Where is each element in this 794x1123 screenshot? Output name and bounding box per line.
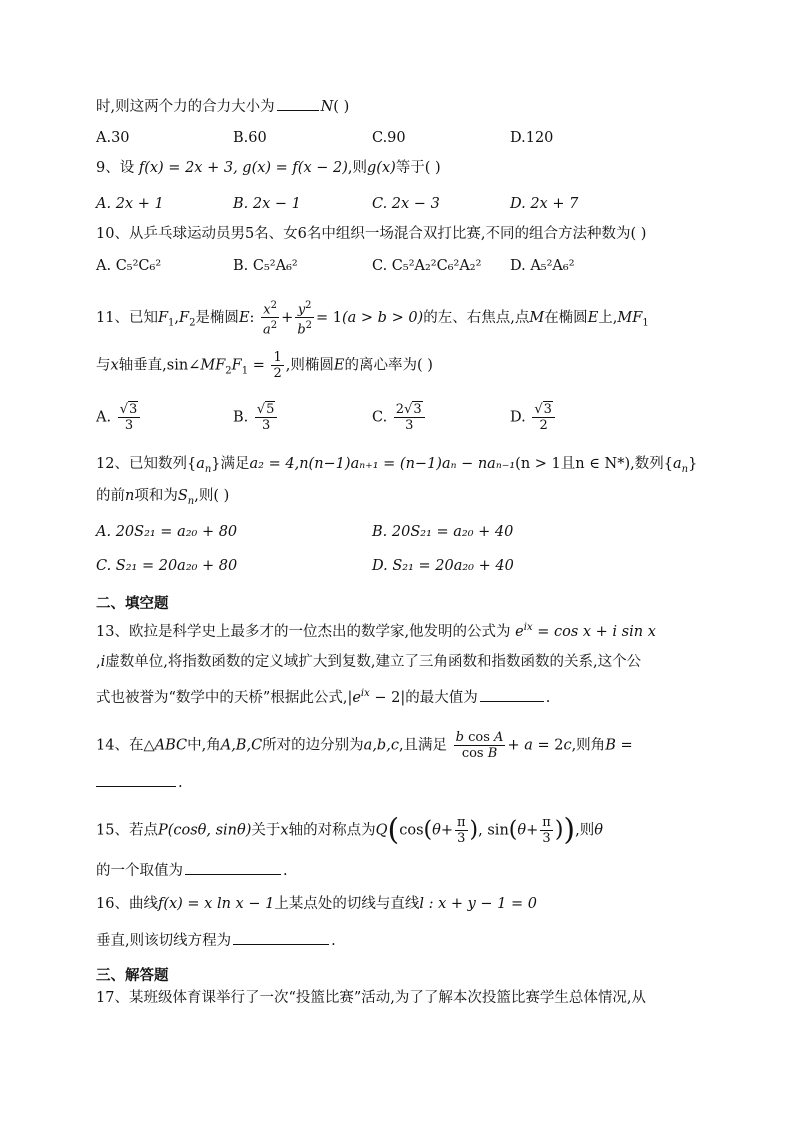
q11-option-b-label: B.	[233, 409, 249, 426]
q15-text-2: 关于	[251, 822, 281, 839]
q12-text-1: 满足	[220, 456, 250, 472]
q8-option-a: A.30	[96, 130, 130, 146]
q14-text-4: ,且满足	[398, 737, 448, 754]
q16-text-1: 16、曲线	[96, 896, 158, 912]
q11-text-8: 的离心率为( )	[344, 357, 433, 374]
q9-text-2: ,则	[347, 160, 367, 176]
q11-text-3: 在椭圆	[544, 309, 588, 326]
q9-math-2: g(x)	[367, 160, 396, 176]
q12-stem-line1: 12、已知数列$\{a_n\}$满足a₂ = 4,n(n−1)aₙ₊₁ = (n−1)aₙ − naₙ₋₁(n > 1且n ∈ N*),数列$\{a_n\}$	[96, 456, 698, 475]
q12-option-b: B. 20S₂₁ = a₂₀ + 40	[372, 524, 514, 540]
q13-line1: 13、欧拉是科学史上最多才的一位杰出的数学家,他发明的公式为 $e^{ix} = \cos x + i$ sin x	[96, 622, 656, 640]
q12-option-a: A. 20S₂₁ = a₂₀ + 80	[96, 524, 238, 540]
q9-text-1: 设	[119, 160, 135, 176]
q16-line-eq: l : x + y − 1 = 0	[419, 896, 537, 912]
q9-option-a: A. 2x + 1	[96, 196, 164, 212]
q11-text-5: 与	[96, 357, 111, 374]
q17-line1: 17、某班级体育课举行了一次“投篮比赛”活动,为了了解本次投篮比赛学生总体情况,从	[96, 990, 646, 1006]
q15-text-3: 轴的对称点为	[288, 822, 376, 839]
q13-formula: = cos x + i sin x	[537, 623, 656, 640]
q11-number: 11、已知	[96, 309, 158, 326]
q9-stem	[96, 158, 441, 178]
q11-stem-line2: 与x轴垂直$,\sin\angle MF_2F_1$ = $\frac{1}{2}$ ,则椭圆E的离心率为( )	[96, 350, 433, 381]
q15-answer-blank	[185, 860, 281, 875]
q15-text-1: 15、若点	[96, 822, 158, 839]
q11-text-4: 上,	[598, 309, 618, 326]
q11-text-7: ,则椭圆	[285, 357, 334, 374]
q12-recurrence: ,n(n−1)aₙ₊₁ = (n−1)aₙ − naₙ₋₁	[294, 456, 516, 472]
q14-text-1: 14、在	[96, 737, 144, 754]
q13-text-2: 虚数单位,将指数函数的定义域扩大到复数,建立了三角函数和指数函数的关系,这个公	[105, 654, 642, 670]
q11-frac-x: $\frac{x^2}{a^2}$	[263, 300, 278, 338]
q11-option-d: D. $\frac{√3}{2}$	[510, 402, 557, 433]
q14-frac: $\frac{\text{b cos A}}{\text{cos B}}$	[455, 730, 504, 761]
q10-option-a: A. C₅²C₆²	[96, 258, 162, 274]
q12-option-d: D. S₂₁ = 20a₂₀ + 40	[372, 558, 514, 574]
q11-text-1: 是椭圆	[195, 309, 239, 326]
q11-option-a: A. $\frac{√3}{3}$	[96, 402, 142, 433]
q13-text-1: 13、欧拉是科学史上最多才的一位杰出的数学家,他发明的公式为	[96, 623, 511, 640]
q11-option-b: B. $\frac{√5}{3}$	[233, 402, 279, 433]
q9-option-c: C. 2x − 3	[372, 196, 440, 212]
q16-function: f(x) = x ln x − 1	[157, 896, 275, 912]
q11-frac-half: $\frac{1}{2}$	[273, 350, 282, 381]
q8-text: 时,则这两个力的合力大小为	[96, 99, 275, 115]
q8-stem	[96, 96, 349, 117]
q13-text-4: 的最大值为	[405, 689, 478, 706]
q12-text-5: ,则( )	[194, 488, 230, 504]
q15-point-p: P(cosθ, sinθ)	[157, 822, 252, 839]
q11-option-a-label: A.	[96, 409, 112, 426]
q15-line1: 15、若点P(cosθ, sinθ)关于x轴的对称点为Q(cos(θ+ $\frac{\pi}{3}$ ), sin(θ+ $\frac{\pi}{3}$ )),则θ	[96, 812, 603, 848]
q15-text-4: ,则	[575, 822, 595, 839]
q8-option-b: B.60	[233, 130, 267, 146]
q12-option-c: C. S₂₁ = 20a₂₀ + 80	[96, 558, 238, 574]
q13-answer-blank	[480, 687, 544, 702]
q8-unit: N	[320, 99, 334, 115]
q8-paren: ( )	[333, 99, 350, 115]
q8-option-d: D.120	[510, 130, 554, 146]
q14-b-eq: B =	[605, 737, 633, 754]
q13-comma: ,	[96, 654, 101, 670]
q12-a2: a₂ = 4	[249, 456, 295, 472]
q8-answer-blank	[277, 96, 319, 111]
q16-line1	[96, 894, 537, 914]
q16-line2: 垂直,则该切线方程为 .	[96, 930, 336, 951]
q9-number: 9、	[96, 160, 120, 176]
q10-stem: 10、从乒乓球运动员男5名、女6名中组织一场混合双打比赛,不同的组合方法种数为( )	[96, 226, 647, 242]
q13-text-3: 式也被誉为“数学中的天桥”根据此公式,	[96, 689, 348, 706]
q12-text-3: 的前	[96, 488, 125, 504]
q15-text-5: 的一个取值为	[96, 863, 183, 879]
q16-text-3: 垂直,则该切线方程为	[96, 933, 232, 949]
q12-text-4: 项和为	[134, 488, 178, 504]
q11-option-c: C. $\frac{2√3}{3}$	[372, 402, 427, 433]
q10-option-c: C. C₅²A₂²C₆²A₂²	[372, 258, 482, 274]
q14-answer-blank	[96, 772, 176, 787]
q9-option-d: D. 2x + 7	[510, 196, 579, 212]
section-fill-in-title: 二、填空题	[96, 596, 169, 612]
q14-triangle: △ABC	[143, 737, 188, 754]
q13-line2: ,i虚数单位,将指数函数的定义域扩大到复数,建立了三角函数和指数函数的关系,这个公	[96, 654, 642, 670]
q15-line2: 的一个取值为 .	[96, 860, 288, 881]
q12-text-2: ,数列	[630, 456, 664, 472]
q14-text-3: 所对的边分别为	[262, 737, 364, 754]
q9-math-1: f(x) = 2x + 3, g(x) = f(x − 2)	[138, 160, 348, 176]
q14-text-5: ,则角	[571, 737, 606, 754]
q10-option-b: B. C₅²A₆²	[233, 258, 298, 274]
q11-option-d-label: D.	[510, 409, 526, 426]
q9-option-b: B. 2x − 1	[233, 196, 301, 212]
q16-answer-blank	[233, 930, 329, 945]
q12-stem-line2: 的前n项和为$S_n$,则( )	[96, 488, 230, 507]
q11-text-6: 轴垂直,	[118, 357, 167, 374]
q11-frac-y: $\frac{y^2}{b^2}$	[297, 300, 313, 338]
q15-theta: θ	[594, 822, 603, 839]
q16-text-2: 上某点处的切线与直线	[274, 896, 420, 912]
q11-condition: (a > b > 0)	[342, 309, 424, 326]
q12-condition: (n > 1且n ∈ N*)	[515, 456, 631, 472]
q11-stem-line1: 11、已知$F_1,F_2$是椭圆E: $\frac{x^2}{a^2}$ + $\frac{y^2}{b^2}$ = 1(a > b > 0)的左、右焦点,点M在椭圆E上$,MF_1$	[96, 300, 649, 338]
q8-option-c: C.90	[372, 130, 406, 146]
q14-line1: 14、在△ABC中,角A,B,C所对的边分别为a,b,c,且满足 $\frac{\text{b cos A}}{\text{cos B}}$ + a = 2c,则角B =	[96, 730, 633, 761]
section-solve-title: 三、解答题	[96, 968, 169, 984]
q12-number: 12、已知数列	[96, 456, 187, 472]
q9-text-3: 等于( )	[395, 160, 441, 176]
q13-line3: 式也被誉为“数学中的天桥”根据此公式$,|e^{ix} - 2|$的最大值为 .	[96, 688, 551, 706]
q11-text-2: 的左、右焦点,点	[423, 309, 530, 326]
q11-option-c-label: C.	[372, 409, 388, 426]
q14-line2: .	[96, 772, 183, 793]
q10-option-d: D. A₅²A₆²	[510, 258, 575, 274]
q14-text-2: 中,角	[187, 737, 221, 754]
